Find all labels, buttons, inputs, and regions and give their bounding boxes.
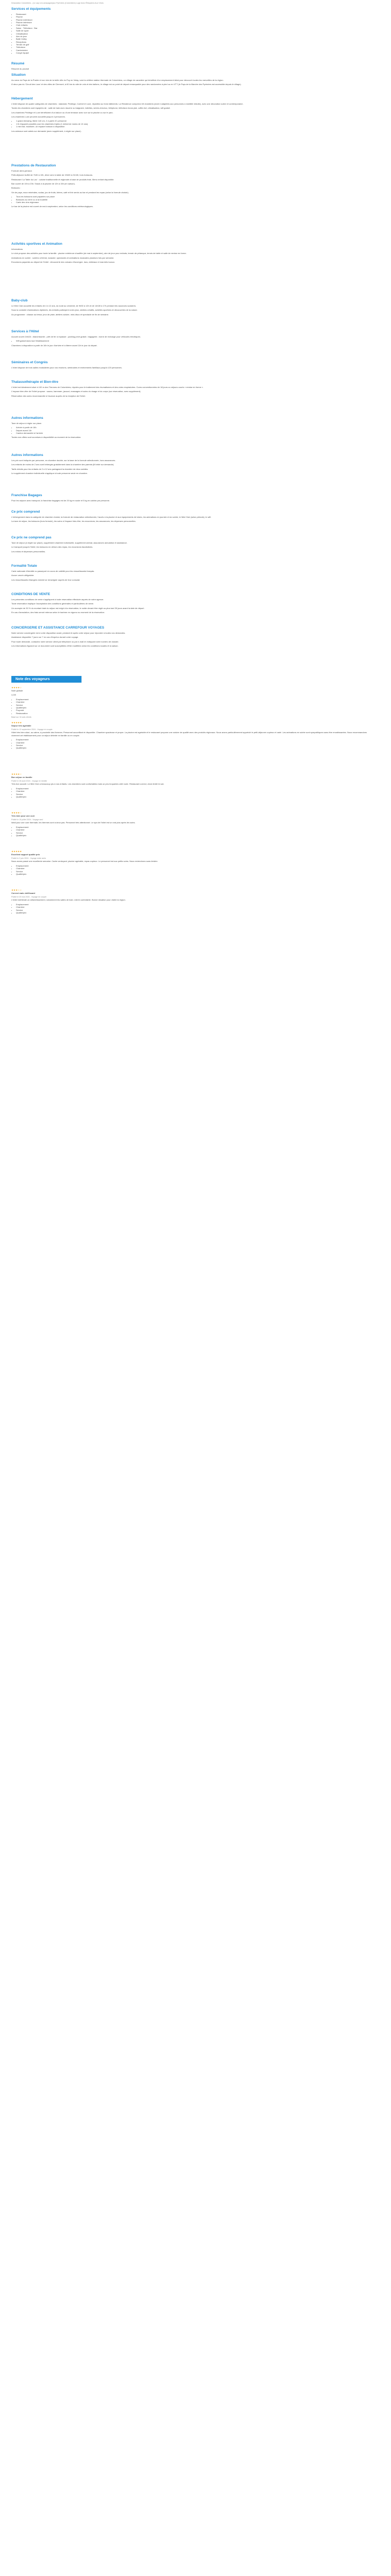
- service-item: • Piscine extérieure: [16, 19, 372, 21]
- autres-infos-text-1: Taxe de séjour à régler sur place.: [11, 421, 42, 425]
- mini-club-section: [11, 299, 372, 317]
- criteria-item: • Qualité/prix: [16, 911, 372, 914]
- criteria-item: • Emplacement: [16, 787, 372, 790]
- services-title: Services et équipements: [11, 7, 51, 11]
- service-item: • Salle de sport: [16, 29, 372, 32]
- restauration-title: Prestations de Restauration: [11, 164, 56, 167]
- criteria-item: • Chambre: [16, 867, 372, 870]
- reviews-banner: Note des voyageurs: [11, 676, 82, 683]
- boissons-label: Boissons :: [11, 187, 21, 190]
- restauration-text-3: Bar ouvert de 10h à 23h. Snack à la piscine de 12h à 15h (en saison).: [11, 182, 75, 185]
- review-2: [11, 811, 372, 838]
- conciergerie-title: CONCIERGERIE ET ASSISTANCE CARREFOUR VOYAGES: [11, 626, 104, 630]
- restauration-text-1: Petit-déjeuner buffet de 7h30 à 10h, dîner servi à table de 19h30 à 21h30, hors boissons.: [11, 174, 93, 177]
- hebergement-section: [11, 97, 372, 134]
- situation-section: [11, 73, 372, 88]
- service-item: • Réceptions: [16, 41, 372, 43]
- autres-infos-2-text-3: Tarifs réduits pour les enfants de 2 à 12 ans partageant la chambre de deux adultes.: [11, 467, 89, 470]
- review-title: Séjour très agréable: [11, 724, 31, 727]
- franchise-section: [11, 494, 372, 503]
- review-title: Excellent rapport qualité prix: [11, 853, 40, 856]
- autres-infos-list: [11, 426, 372, 434]
- page-top-text: Description Colombiers - (Le cap à la campagne)aux Pyrénées (Colombiers) Luge Avec Éthiopiens Aux Vines: [11, 2, 104, 4]
- seminaires-section: [11, 361, 372, 370]
- formalites-text-1: Carte nationale d'identité ou passeport en cours de validité pour les ressortissants français.: [11, 569, 95, 572]
- reviews-summary: [11, 686, 372, 719]
- criteria-item: • Service: [16, 832, 372, 834]
- review-4: [11, 889, 372, 916]
- resume-section: [11, 62, 372, 72]
- top-line: [11, 2, 372, 5]
- conciergerie-text-2: Assistance disponible 7 jours sur 7 en cas d'imprévu durant votre voyage.: [11, 636, 79, 639]
- review-stars: ★★★★★: [11, 721, 22, 724]
- activites-text-1: Le club propose des activités pour toute la famille : piscine extérieure chauffée (de mai à septembre), aire de jeux pour enfants, terrain de pétanque, tennis de table et salle de remise en forme.: [11, 252, 187, 255]
- review-meta: Publié le 20 mai 2024 - Voyage en couple: [11, 896, 47, 899]
- hebergement-text-2: Toutes les chambres sont équipées de : salle de bain avec douche ou baignoire, toilettes, sèche-cheveux, téléphone, télévision écran plat, coffre-fort, climatisation, wifi gratuit.: [11, 107, 171, 110]
- prix-ne-comprend-section: [11, 536, 372, 554]
- list-item: • Tous les boissons sont payantes sur place: [16, 195, 372, 198]
- service-item: • Piscine: [16, 15, 372, 18]
- review-criteria: [11, 738, 372, 750]
- criteria-item: • Qualité/prix: [16, 795, 372, 798]
- summary-stars: ★★★★☆: [11, 686, 22, 689]
- restauration-sub: Formule demi-pension: [11, 169, 32, 172]
- criteria-item: • Qualité/prix: [16, 873, 372, 875]
- resume-title: Résumé: [11, 62, 25, 65]
- services-hotel-text-2: Chambres à disposition à partir de 16h le jour d'arrivée et à libérer avant 11h le jour du départ.: [11, 344, 97, 347]
- franchise-title: Franchise Bagages: [11, 494, 42, 497]
- conciergerie-text-1: Notre service conciergerie est à votre disposition avant, pendant et après votre séjour pour répondre à toutes vos demandes.: [11, 631, 126, 634]
- review-text: Idéal pour une cure thermale, les thermes sont à deux pas. Personnel très attentionné. Le spa de l'hôtel est un vrai plus après les soins.: [11, 821, 136, 824]
- service-item: • Restaurant: [16, 13, 372, 15]
- prix-comprend-title: Ce prix comprend: [11, 510, 40, 514]
- criteria-item: • Emplacement: [16, 826, 372, 828]
- activites-text-2: Animations en soirée : soirées à thème, karaoké, spectacles et animations musicales plusieurs fois par semaine.: [11, 256, 115, 259]
- review-meta: Publié le 28 août 2024 - Voyage en famille: [11, 780, 47, 783]
- list-item: • Arrivée à partir de 16h: [16, 426, 372, 429]
- autres-infos-2-text-4: Le supplément chambre individuelle s'applique à toute personne seule en chambre.: [11, 471, 88, 474]
- review-title: Bon séjour en famille: [11, 776, 32, 779]
- conditions-vente-text-1: Les présentes conditions de vente s'appliquent à toute réservation effectuée auprès de notre agence.: [11, 598, 104, 601]
- review-stars: ★★★★★: [11, 850, 22, 853]
- review-text: Nous avons passé une excellente semaine. Cadre verdoyant, piscine agréable, repas copieux. Le personnel est aux petits soins. Nous reviendrons sans hésiter.: [11, 860, 158, 863]
- criteria-item: • Service: [16, 744, 372, 747]
- prix-comprend-text-1: L'hébergement dans la catégorie de chambre choisie, la formule de restauration sélectionnée, l'accès à la piscine et aux équipements de loisirs, les animations en journée et en soirée, le Mini Club (selon période), le wifi.: [11, 515, 211, 518]
- criteria-item: • Chambre: [16, 906, 372, 908]
- criteria-item: • Qualité/prix: [16, 834, 372, 837]
- prix-ne-comprend-text-1: Taxe de séjour (à régler sur place), supplément chambre individuelle, supplément animal, assurances annulation et assistance.: [11, 541, 127, 544]
- prix-ne-comprend-title: Ce prix ne comprend pas: [11, 536, 52, 539]
- criteria-item: • Qualité/prix: [16, 706, 372, 709]
- list-item: • 1 grand dressing, literie 140 cm, 2 à partir d'1 personne: [16, 120, 372, 122]
- review-text: L'hôtel mériterait un rafraîchissement, notamment les salles de bain. Literie confortable. Bonne situation pour visiter la région.: [11, 899, 126, 902]
- summary-score-label: Note globale: [11, 689, 23, 692]
- conditions-vente-section: [11, 592, 372, 615]
- thalasso-text-1: L'hôtel est idéalement situé à 100 m des Thermes de Colombiers, réputés pour le traitement des rhumatismes et des voies respiratoires. Cures conventionnées de 18 jours ou séjours courts « remise en forme ».: [11, 385, 204, 388]
- seminaires-title: Séminaires et Congrès: [11, 361, 48, 364]
- criteria-item: • Service: [16, 704, 372, 706]
- criteria-item: • Service: [16, 909, 372, 911]
- service-item: • Congé équipé: [16, 52, 372, 54]
- hebergement-text-3: Les chambres Privilège et Luxe bénéficient d'un balcon ou d'une terrasse avec vue sur la piscine ou sur le parc.: [11, 111, 113, 114]
- service-item: • Balle Volley: [16, 38, 372, 40]
- list-item: • Caution demandée à l'arrivée: [16, 432, 372, 434]
- list-item: • Boissons au verre ou à la bouteille: [16, 198, 372, 201]
- criteria-item: • Chambre: [16, 741, 372, 744]
- criteria-item: • Emplacement: [16, 698, 372, 701]
- list-item: • Départ avant 11h: [16, 429, 372, 432]
- criteria-item: • Qualité/prix: [16, 747, 372, 749]
- criteria-item: • Restauration: [16, 712, 372, 715]
- situation-title: Situation: [11, 73, 26, 77]
- services-hotel-text-1: Accueil ouvert 24h/24 ; blanchisserie ; prêt de fer à repasser ; parking privé gratuit ; bagagerie ; borne de recharge pour véhicules électriques.: [11, 335, 141, 338]
- prix-ne-comprend-text-3: Les extras et dépenses personnelles.: [11, 550, 46, 553]
- service-item: • Télévision: [16, 46, 372, 48]
- conciergerie-text-4: Les informations figurant sur ce document sont susceptibles d'être modifiées selon les conditions locales et la saison.: [11, 644, 119, 647]
- autres-infos-2-text-2: Les enfants de moins de 2 ans sont hébergés gratuitement dans la chambre des parents (lit bébé sur demande).: [11, 463, 115, 466]
- restauration-text-5: Le bar de la piscine est ouvert de mai à septembre, selon les conditions météorologiques.: [11, 205, 93, 208]
- autres-infos-2-section: [11, 453, 372, 476]
- mini-club-text-1: Le Mini Club accueille les enfants de 4 à 12 ans, du lundi au vendredi, de 9h30 à 12h et de 14h30 à 17h pendant les vacances scolaires.: [11, 304, 136, 307]
- mini-club-text-3: Au programme : chasse au trésor, jeux de piste, ateliers cuisine, mini-disco et spectacle de fin de semaine.: [11, 313, 109, 316]
- autres-infos-title: Autres informations: [11, 416, 43, 420]
- thalasso-section: [11, 380, 372, 399]
- services-hotel-section: [11, 330, 372, 348]
- activites-section: [11, 242, 372, 265]
- criteria-item: • Emplacement: [16, 903, 372, 906]
- review-meta: Publié le 15 juillet 2024 - Voyage seul: [11, 819, 43, 821]
- review-title: Correct mais vieillissant: [11, 892, 36, 895]
- review-criteria: [11, 903, 372, 914]
- formalites-title: Formalité Totale: [11, 564, 37, 568]
- autres-infos-2-title: Autres informations: [11, 453, 43, 457]
- criteria-item: • Emplacement: [16, 865, 372, 867]
- autres-infos-section: [11, 416, 372, 440]
- review-meta: Publié le 12 septembre 2024 - Voyage en couple: [11, 728, 53, 731]
- conditions-vente-text-2: Toute réservation implique l'acceptation des conditions générales et particulières de vente.: [11, 602, 94, 605]
- review-0: [11, 721, 372, 751]
- conditions-vente-title: CONDITIONS DE VENTE: [11, 592, 51, 596]
- criteria-item: • Service: [16, 870, 372, 873]
- mini-club-title: Baby-club: [11, 299, 28, 302]
- summary-score: 4,3/5: [11, 693, 16, 697]
- activites-text-3: Excursions payantes au départ de l'hôtel : découverte des volcans d'Auvergne, lacs, châteaux et marchés locaux.: [11, 260, 115, 263]
- services-section: [11, 7, 372, 56]
- list-item: • Carte des vins régionaux: [16, 201, 372, 204]
- conciergerie-section: [11, 626, 372, 649]
- conditions-vente-text-3: Un acompte de 30 % du montant total du séjour est exigé à la réservation, le solde devant être réglé au plus tard 30 jours avant la date de départ.: [11, 606, 144, 609]
- restauration-list: [11, 195, 372, 204]
- service-item: • Salon · Télévision · Bar: [16, 27, 372, 29]
- hebergement-text-5: Les animaux sont admis sur demande (avec supplément, à régler sur place).: [11, 129, 82, 132]
- criteria-item: • Service: [16, 793, 372, 795]
- review-title: Très bien pour une cure: [11, 815, 35, 818]
- review-3: [11, 850, 372, 877]
- review-text: Très bon accueil. Le Mini Club a beaucoup plu à nos enfants. Les chambres sont confortables mais un peu bruyantes côté route. Restaurant correct, choix limité le soir.: [11, 783, 165, 786]
- review-criteria: [11, 787, 372, 799]
- services-list: [11, 13, 372, 55]
- resume-text: Résumé du produit: [11, 67, 29, 70]
- seminaires-text: L'hôtel dispose de trois salles modulables pour vos réunions, séminaires et événements familiaux jusqu'à 120 personnes.: [11, 366, 122, 369]
- list-item: • 1 lit d'appoint possible pour les chambres triples (1 enfant de moins de 12 ans): [16, 123, 372, 125]
- activites-title: Activités sportives et Animation: [11, 242, 62, 246]
- list-item: • Wifi gratuit dans tout l'établissement: [16, 340, 372, 342]
- review-stars: ★★★☆☆: [11, 889, 22, 891]
- autres-infos-text-2: Toutes nos offres sont soumises à disponibilité au moment de la réservation.: [11, 436, 82, 439]
- conditions-vente-text-4: En cas d'annulation, des frais seront retenus selon le barème en vigueur au moment de la réservation.: [11, 611, 105, 614]
- formalites-section: [11, 564, 372, 583]
- hebergement-text-4: Les chambres Luxe peuvent accueillir jusqu'à 4 personnes.: [11, 115, 66, 118]
- service-item: • Aire de jeux: [16, 35, 372, 38]
- prix-ne-comprend-text-2: Le transport jusqu'à l'hôtel, les boissons en dehors des repas, les excursions facultatives.: [11, 546, 93, 549]
- review-stars: ★★★★☆: [11, 811, 22, 814]
- services-hotel-title: Services à l'Hôtel: [11, 330, 39, 333]
- service-item: • Piscine intérieure: [16, 21, 372, 24]
- list-item: • 1 mini bar, bouilloire, un espace boisson à disposition: [16, 125, 372, 128]
- situation-text-1: Au cœur du Pays de la Prairie et non loin de la belle ville du Puy en Velay, voici la célèbre station thermale de Colombiers, un village de caractère qui bénéficie d'un emplacement idéal pour découvrir toutes les merveilles de la région.: [11, 78, 224, 81]
- prix-comprend-text-2: La taxe de séjour, les boissons (hors formule), les soins à l'espace bien-être, les excursions, les assurances, les dépenses personnelles.: [11, 520, 136, 523]
- criteria-item: • Emplacement: [16, 738, 372, 741]
- review-text: Hôtel très bien situé, au calme, à proximité des thermes. Personnel accueillant et disponible. Chambre spacieuse et propre. La piscine est agréable et le restaurant propose une cuisine de qualité avec des produits régionaux. Nous avons particulièrement apprécié le petit-déjeuner copieux et varié. Les animations en soirée sont sympathiques sans être envahissantes. Nous recommandons vivement cet établissement pour un séjour détente en famille ou en couple.: [11, 731, 367, 737]
- review-stars: ★★★★☆: [11, 773, 22, 775]
- service-item: • Cambrioloire: [16, 49, 372, 52]
- review-criteria: [11, 826, 372, 837]
- prix-comprend-section: [11, 510, 372, 524]
- service-item: • Climatisation: [16, 32, 372, 35]
- service-item: • Club enfants: [16, 24, 372, 26]
- situation-text-2: À deux pas du 'Circuit des Lacs' et des villes de Clermont, à 60 km du site de vols et des ballons, le village est un point de départ remarquable pour des randonnées à pied ou en VTT (le Pays de la Marche des Pyrénées est accessible depuis le village).: [11, 83, 241, 86]
- criteria-item: • Chambre: [16, 790, 372, 792]
- thalasso-text-2: L'espace bien-être de l'hôtel propose : sauna, hammam, jacuzzi, massages et soins du visage et du corps (sur réservation, avec supplément).: [11, 390, 141, 393]
- summary-based-on: Basé sur 34 avis clients: [11, 716, 31, 719]
- mini-club-text-2: Sous la conduite d'animateurs diplômés, les enfants participent à des jeux, ateliers créatifs, activités sportives et découvertes de la nature.: [11, 309, 138, 312]
- activites-sub: Informations: [11, 247, 23, 250]
- hebergement-title: Hébergement: [11, 97, 33, 100]
- summary-criteria: [11, 698, 372, 715]
- criteria-item: • Propreté: [16, 709, 372, 711]
- hebergement-text-1: L'hôtel dispose de quatre catégories de chambres : standard, Privilège, Confort et Luxe, réparties sur trois bâtiments. La Résidence comprend 40 chambres (dont 4 adaptées aux personnes à mobilité réduite), avec une décoration sobre et contemporaine.: [11, 102, 243, 105]
- review-meta: Publié le 2 juin 2024 - Voyage entre amis: [11, 857, 46, 860]
- hebergement-list: [11, 120, 372, 128]
- autres-infos-2-text-1: Les prix sont indiqués par personne, en chambre double, sur la base de la formule sélectionnée, hors assurances.: [11, 459, 116, 462]
- formalites-text-3: Les ressortissants étrangers doivent se renseigner auprès de leur consulat.: [11, 578, 80, 581]
- review-1: [11, 773, 372, 800]
- criteria-item: • Chambre: [16, 828, 372, 831]
- services-hotel-list: [11, 340, 372, 342]
- franchise-text: Pour les séjours avec transport, la franchise bagages est de 20 kg en soute et 5 kg en cabine par personne.: [11, 499, 110, 502]
- conciergerie-text-3: Pour toute demande, contactez notre service client par téléphone ou par e-mail en indiquant votre numéro de dossier.: [11, 640, 119, 643]
- review-criteria: [11, 865, 372, 876]
- thalasso-title: Thalassothérapie et Bien-être: [11, 380, 59, 384]
- restauration-text-4: Vin de pays, eaux minérales, sodas, jus de fruits, bières, café et thé servis au bar et pendant les repas (selon la formule choisie).: [11, 191, 129, 194]
- restauration-section: [11, 164, 372, 210]
- formalites-text-2: Aucun vaccin obligatoire.: [11, 574, 35, 577]
- criteria-item: • Chambre: [16, 701, 372, 703]
- service-item: • Terrain de golf: [16, 43, 372, 46]
- restauration-text-2: Restaurant 'La Table du Lac' : cuisine traditionnelle et régionale à base de produits frais. Menu enfant disponible.: [11, 178, 115, 181]
- thalasso-text-3: Réservation des soins recommandée à l'avance auprès de la réception de l'hôtel.: [11, 394, 86, 397]
